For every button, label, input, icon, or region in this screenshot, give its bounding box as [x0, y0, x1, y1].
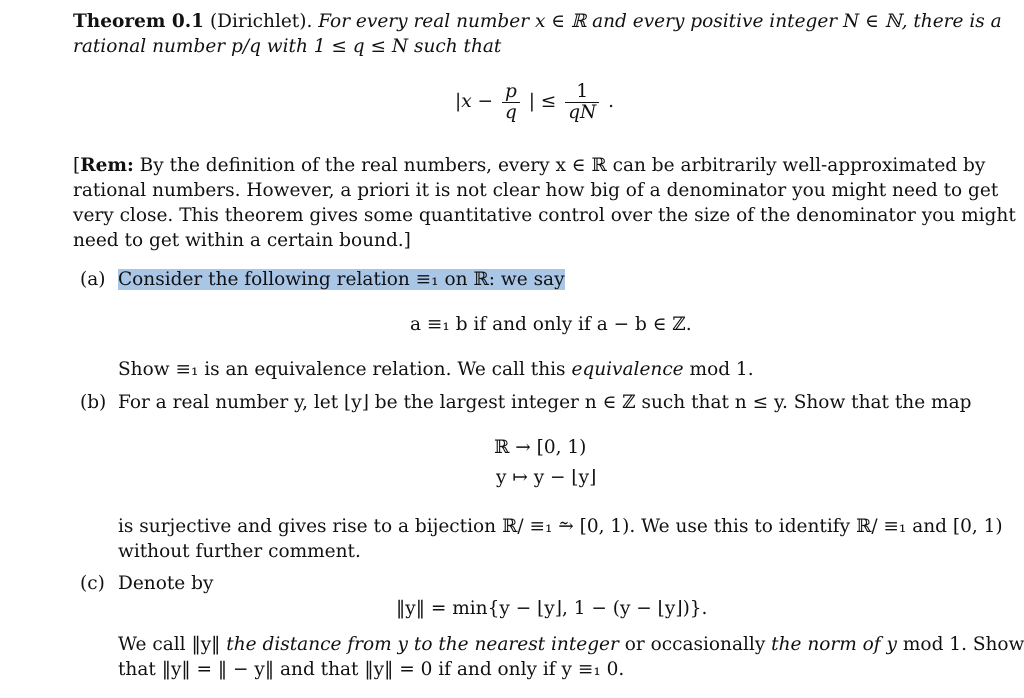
part-c-marker: (c) — [80, 573, 105, 594]
part-c-equation: ‖y‖ = min{y − ⌊y⌋, 1 − (y − ⌊y⌋)}. — [396, 598, 708, 619]
remark-line-2: rational numbers. However, a priori it is not clear how big of a denominator you might need to get — [73, 180, 999, 201]
part-a-show-suffix: mod 1. — [689, 359, 754, 380]
part-c-italic-2: the norm of y — [771, 634, 897, 655]
part-b-marker: (b) — [80, 392, 107, 413]
theorem-statement-1: For every real number x ∈ ℝ and every positive integer N ∈ ℕ, there is a — [318, 11, 1002, 32]
remark-line-3: very close. This theorem gives some quantitative control over the size of the denominator you might — [73, 205, 1016, 226]
part-a-show-italic: equivalence — [571, 359, 684, 380]
frac-p: p — [502, 82, 520, 103]
remark-label: Rem: — [80, 155, 134, 176]
part-b-map-2: y ↦ y − ⌊y⌋ — [496, 467, 597, 488]
part-c-line-1-prefix: We call ‖y‖ — [118, 634, 221, 655]
part-c-italic-1: the distance from y to the nearest integer — [226, 634, 619, 655]
part-b-line-1: For a real number y, let ⌊y⌋ be the largest integer n ∈ ℤ such that n ≤ y. Show that the map — [118, 392, 972, 413]
theorem-line-1 — [73, 10, 1002, 34]
frac-qN: qN — [568, 101, 597, 123]
theorem-label: Theorem 0.1 — [73, 11, 205, 32]
part-c-intro: Denote by — [118, 573, 214, 594]
theorem-inequality — [455, 80, 614, 124]
part-a-show-prefix: Show ≡₁ is an equivalence relation. We call this — [118, 359, 566, 380]
part-a-intro[interactable] — [118, 268, 565, 292]
ineq-mid: | ≤ — [528, 91, 557, 112]
part-a-show — [118, 358, 754, 382]
remark-bracket: [ — [73, 155, 81, 176]
frac-q: q — [504, 101, 517, 123]
remark-text-1: By the definition of the real numbers, every x ∈ ℝ can be arbitrarily well-approximated by — [139, 155, 986, 176]
theorem-name: (Dirichlet). — [209, 11, 313, 32]
part-a-marker: (a) — [80, 269, 106, 290]
part-c-line-2: that ‖y‖ = ‖ − y‖ and that ‖y‖ = 0 if and only if y ≡₁ 0. — [118, 659, 625, 680]
ineq-left: |x − — [455, 91, 494, 112]
part-c-line-1-mid: or occasionally — [624, 634, 766, 655]
part-c-line-1-suffix: mod 1. Show — [902, 634, 1024, 655]
part-a-equation: a ≡₁ b if and only if a − b ∈ ℤ. — [410, 314, 692, 335]
highlighted-selection[interactable]: Consider the following relation ≡₁ on ℝ: we say — [118, 269, 565, 290]
theorem-statement-2: rational number p/q with 1 ≤ q ≤ N such that — [73, 36, 502, 57]
fraction-1-over-qN — [565, 82, 599, 123]
fraction-p-over-q — [502, 82, 520, 123]
part-c-line-1 — [118, 633, 1024, 657]
remark-line-4: need to get within a certain bound.] — [73, 230, 411, 251]
part-b-line-3: without further comment. — [118, 541, 361, 562]
remark-line-1 — [73, 154, 985, 178]
part-b-line-2: is surjective and gives rise to a bijection ℝ/ ≡₁ ⥲ [0, 1). We use this to identify ℝ/ ≡₁ and [0, 1) — [118, 516, 1003, 537]
ineq-end: . — [608, 91, 615, 112]
part-b-map-1: ℝ → [0, 1) — [494, 437, 587, 458]
frac-1: 1 — [565, 82, 599, 103]
